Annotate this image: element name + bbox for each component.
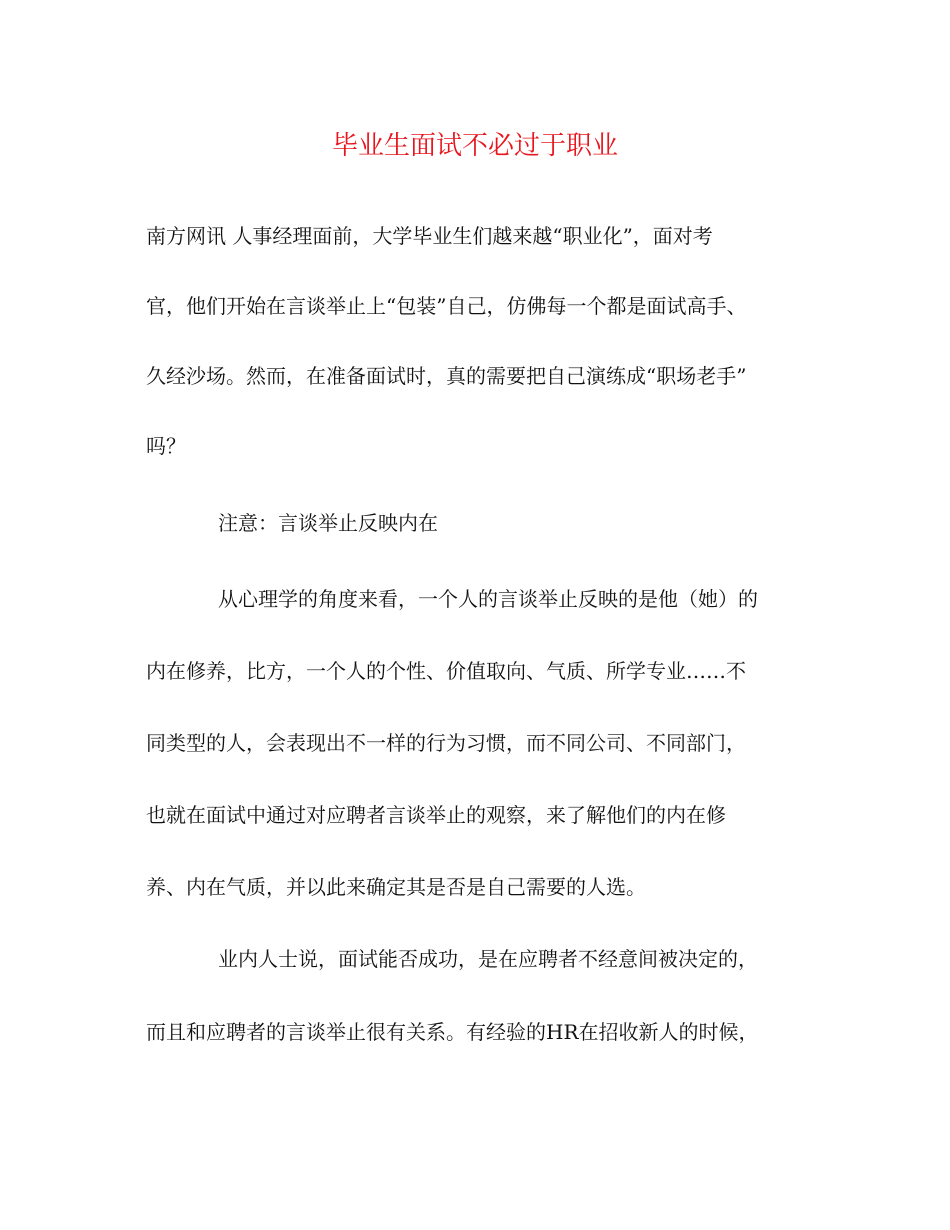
paragraph-line: 业内人士说，面试能否成功，是在应聘者不经意间被决定的， [218, 947, 758, 971]
paragraph-line: 官，他们开始在言谈举止上“包装”自己，仿佛每一个都是面试高手、 [146, 294, 747, 318]
section-heading: 注意：言谈举止反映内在 [218, 511, 438, 535]
paragraph-line: 吗？ [146, 434, 186, 458]
paragraph-line: 而且和应聘者的言谈举止很有关系。有经验的HR在招收新人的时候， [146, 1020, 759, 1044]
paragraph-line: 也就在面试中通过对应聘者言谈举止的观察，来了解他们的内在修 [146, 803, 726, 827]
paragraph-line: 养、内在气质，并以此来确定其是否是自己需要的人选。 [146, 875, 646, 899]
paragraph-line: 同类型的人，会表现出不一样的行为习惯，而不同公司、不同部门， [146, 731, 746, 755]
paragraph-line: 内在修养，比方，一个人的个性、价值取向、气质、所学专业……不 [146, 659, 746, 683]
paragraph-line: 南方网讯 人事经理面前，大学毕业生们越来越“职业化”，面对考 [146, 224, 713, 248]
paragraph-line: 久经沙场。然而，在准备面试时，真的需要把自己演练成“职场老手” [146, 364, 747, 388]
document-title: 毕业生面试不必过于职业 [331, 131, 618, 161]
paragraph-line: 从心理学的角度来看，一个人的言谈举止反映的是他（她）的 [218, 587, 758, 611]
